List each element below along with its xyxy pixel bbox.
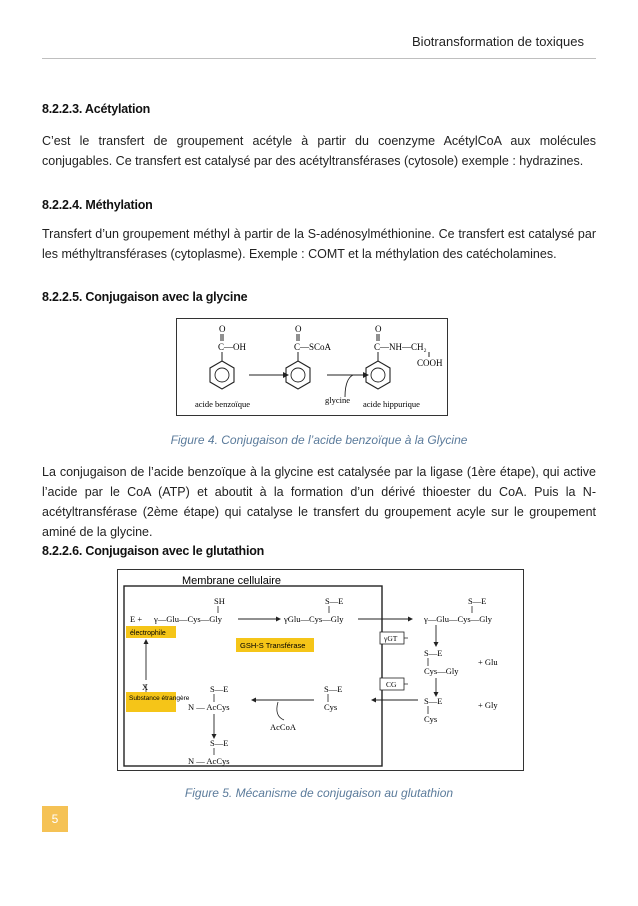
benzene-circle-3 (371, 368, 385, 382)
oxygen-label-1: O (219, 324, 226, 334)
amide-label: C—NH—CH₂ (374, 342, 427, 352)
se-label-1: S—E (325, 596, 344, 606)
page-number-badge: 5 (42, 806, 68, 832)
se-label-7: S—E (210, 738, 229, 748)
e-plus-label: E + (130, 614, 143, 624)
heading-acetylation: 8.2.2.3. Acétylation (42, 102, 151, 116)
benzene-circle-2 (291, 368, 305, 382)
benzene-circle-1 (215, 368, 229, 382)
plus-glu-label: + Glu (478, 657, 498, 667)
cys-gly-label: Cys—Gly (424, 666, 459, 676)
substance-label: Substance étrangère (129, 695, 190, 702)
cell-membrane (124, 586, 382, 766)
header-divider (42, 58, 596, 59)
membrane-label: Membrane cellulaire (182, 575, 282, 587)
x-label: X (142, 682, 149, 692)
ygt-label: γGT (384, 634, 398, 643)
arrow-x-up-head (144, 639, 149, 644)
benzene-ring-1 (210, 361, 234, 389)
glycine-entry-curve (345, 375, 353, 397)
paragraph-glycine: La conjugaison de l’acide benzoïque à la glycine est catalysée par la ligase (1ère étape), qui active l’acide par le CoA (ATP) et aboutit à la formation d’un dérivé thioester du CoA. Puis la N-acétyltransférase (2ème étape) qui catalyse le transfert du groupement acyle sur le groupement aminé de la glycine. (42, 465, 596, 539)
arrow-ygt-down-head (434, 642, 439, 647)
transferase-label: GSH-S Transférase (240, 641, 306, 650)
figure-5-caption: Figure 5. Mécanisme de conjugaison au glutathion (184, 786, 454, 800)
figure-5-glutathion (117, 569, 524, 771)
oxygen-label-3: O (375, 324, 382, 334)
accoa-entry-curve (277, 702, 284, 720)
heading-glutathion: 8.2.2.6. Conjugaison avec le glutathion (42, 544, 265, 558)
cys-label-2: Cys (324, 702, 338, 712)
oxygen-label-2: O (295, 324, 302, 334)
label-acide-benzoique: acide benzoïque (195, 399, 250, 409)
se-label-3: S—E (424, 648, 443, 658)
arrow-export-head (408, 617, 413, 622)
figure-4-benzoic-glycine (176, 318, 448, 416)
benzene-ring-2 (286, 361, 310, 389)
cg-label: CG (386, 680, 397, 689)
heading-glycine: 8.2.2.5. Conjugaison avec la glycine (42, 290, 248, 304)
n-accys-label-1: N — AcCys (188, 702, 230, 712)
se-label-4: S—E (424, 696, 443, 706)
paragraph-acetylation: C’est le transfert de groupement acétyle à partir du coenzyme AcétylCoA aux molécules conjugables. Ce transfert est catalysé par des acétyltransférases (cytosole) exemple : hydrazines. (42, 134, 596, 168)
figure-4-caption: Figure 4. Conjugaison de l’acide benzoïque à la Glycine (170, 433, 468, 447)
carboxyl-label: C—OH (218, 342, 247, 352)
benzene-ring-3 (366, 361, 390, 389)
arrow-conjugation-head (276, 617, 281, 622)
thioester-label: C—SCoA (294, 342, 332, 352)
heading-methylation: 8.2.2.4. Méthylation (42, 198, 153, 212)
plus-gly-label: + Gly (478, 700, 498, 710)
sh-label: SH (214, 596, 225, 606)
se-label-2: S—E (468, 596, 487, 606)
se-label-5: S—E (324, 684, 343, 694)
n-accys-label-2: N — AcCys (188, 756, 230, 766)
accoa-label: AcCoA (270, 722, 296, 732)
gsh-chain: γ—Glu—Cys—Gly (154, 614, 222, 624)
se-label-6: S—E (210, 684, 229, 694)
cys-label-1: Cys (424, 714, 438, 724)
label-glycine: glycine (325, 395, 351, 405)
electrophile-label: électrophile (130, 630, 166, 637)
arrow-import-head (371, 698, 376, 703)
arrow-acetylation-head (251, 698, 256, 703)
figure-4-diagram (177, 319, 447, 415)
paragraph-methylation: Transfert d’un groupement méthyl à partir de la S-adénosylméthionine. Ce transfert est catalysé par les méthyltransférases (cytoplasme). Exemple : COMT et la méthylation des catécholamines. (42, 227, 596, 261)
cooh-label: COOH (417, 358, 443, 368)
label-acide-hippurique: acide hippurique (363, 399, 420, 409)
running-header: Biotransformation de toxiques (412, 34, 584, 49)
figure-5-diagram (118, 570, 523, 770)
conjugate-chain: γGlu—Cys—Gly (284, 614, 344, 624)
gamma-chain: γ—Glu—Cys—Gly (424, 614, 492, 624)
